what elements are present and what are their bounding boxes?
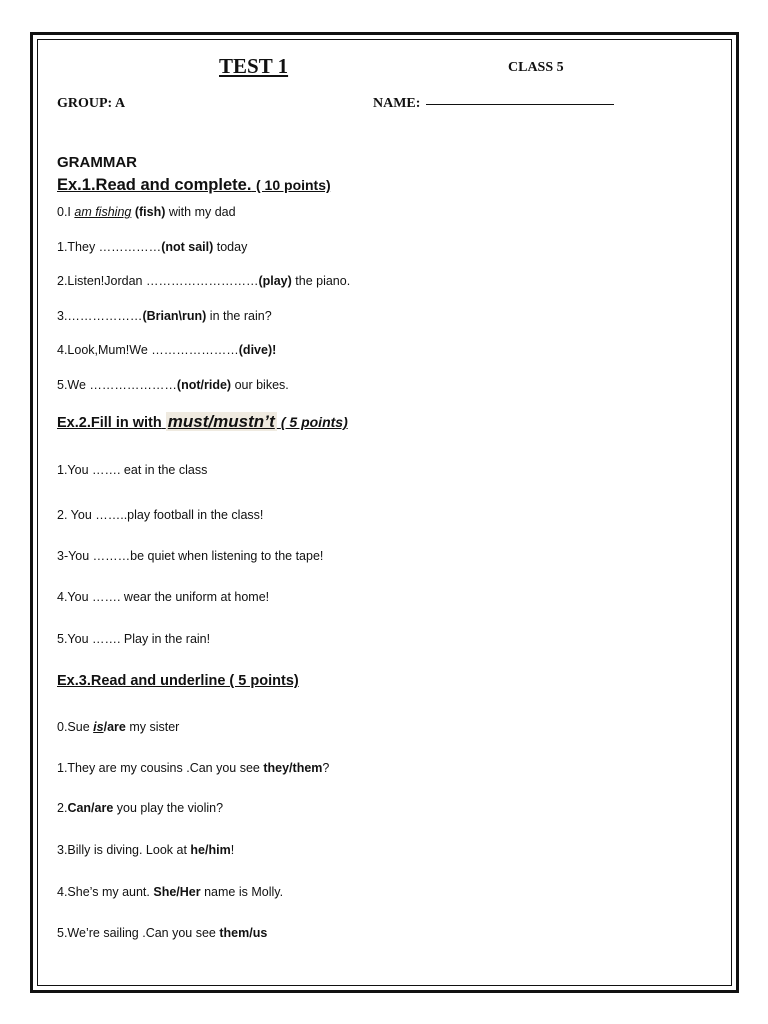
ex1-points: ( 10 points) bbox=[256, 177, 331, 193]
ex1-item-verb: (not sail) bbox=[161, 240, 214, 254]
ex1-item-verb: (play) bbox=[258, 274, 292, 288]
class-label: CLASS 5 bbox=[508, 60, 564, 75]
ex1-item bbox=[57, 378, 289, 392]
ex3-item-text: 2. bbox=[57, 801, 68, 815]
ex3-item-choice: them/us bbox=[219, 926, 268, 940]
ex3-item-text: ! bbox=[230, 843, 235, 857]
ex1-example-answer: am fishing bbox=[74, 205, 132, 219]
ex3-example-slash: / bbox=[103, 720, 108, 734]
name-field bbox=[373, 96, 614, 112]
ex3-item bbox=[57, 885, 283, 899]
ex2-heading bbox=[57, 412, 348, 432]
test-title: TEST 1 bbox=[219, 54, 289, 78]
ex3-example bbox=[57, 720, 179, 734]
ex1-item bbox=[57, 343, 276, 357]
ex1-item bbox=[57, 274, 350, 288]
ex3-item-text: you play the violin? bbox=[113, 801, 224, 815]
ex3-item-text: 3.Billy is diving. Look at bbox=[57, 843, 191, 857]
ex1-item bbox=[57, 309, 272, 323]
ex1-item-text: 2.Listen!Jordan ……………………… bbox=[57, 274, 259, 288]
ex1-item-text: 1.They …………… bbox=[57, 240, 162, 254]
ex2-points: ( 5 points) bbox=[280, 414, 348, 430]
section-heading: GRAMMAR bbox=[57, 154, 137, 171]
ex1-item-text: our bikes. bbox=[231, 378, 289, 392]
ex3-item-text: 4.She’s my aunt. bbox=[57, 885, 154, 899]
ex1-example bbox=[57, 205, 236, 219]
ex2-item: 2. You ……..play football in the class! bbox=[57, 508, 264, 522]
ex1-example-prefix: 0.I bbox=[57, 205, 75, 219]
ex1-heading bbox=[57, 176, 331, 195]
ex3-item bbox=[57, 926, 267, 940]
ex1-item-text: 5.We ………………… bbox=[57, 378, 177, 392]
ex3-item-choice: Can/are bbox=[67, 801, 114, 815]
ex1-item-text: today bbox=[213, 240, 248, 254]
ex1-heading-text: Ex.1.Read and complete. bbox=[57, 176, 252, 194]
ex2-item: 5.You ……. Play in the rain! bbox=[57, 632, 211, 646]
ex1-example-suffix: with my dad bbox=[165, 205, 236, 219]
name-blank-line bbox=[426, 104, 614, 105]
ex3-example-prefix: 0.Sue bbox=[57, 720, 94, 734]
ex3-item bbox=[57, 761, 329, 775]
ex3-item-choice: they/them bbox=[263, 761, 323, 775]
ex2-item: 4.You ……. wear the uniform at home! bbox=[57, 590, 270, 604]
ex1-item-verb: (Brian\run) bbox=[142, 309, 207, 323]
ex3-heading: Ex.3.Read and underline ( 5 points) bbox=[57, 673, 299, 689]
ex3-example-suffix: my sister bbox=[125, 720, 180, 734]
ex2-heading-text: Ex.2.Fill in with bbox=[57, 415, 162, 431]
ex2-item: 3-You ………be quiet when listening to the tape! bbox=[57, 549, 324, 563]
ex3-item bbox=[57, 843, 234, 857]
ex2-words: must/mustn’t bbox=[167, 412, 275, 431]
ex1-item-text: the piano. bbox=[291, 274, 351, 288]
ex1-item-text: in the rain? bbox=[206, 309, 272, 323]
ex3-item-text: name is Molly. bbox=[200, 885, 284, 899]
ex3-item-choice: he/him bbox=[190, 843, 231, 857]
ex3-item bbox=[57, 801, 223, 815]
ex1-item-verb: (not/ride) bbox=[176, 378, 232, 392]
ex3-item-text: 1.They are my cousins .Can you see bbox=[57, 761, 264, 775]
ex1-item-verb: (dive)! bbox=[238, 343, 277, 357]
name-label: NAME: bbox=[373, 96, 421, 111]
ex2-item: 1.You ……. eat in the class bbox=[57, 463, 208, 477]
ex3-item-text: 5.We’re sailing .Can you see bbox=[57, 926, 220, 940]
ex1-example-verb: (fish) bbox=[134, 205, 166, 219]
group-label: GROUP: A bbox=[57, 96, 126, 111]
ex3-example-other: are bbox=[107, 720, 126, 734]
ex3-example-answer: is bbox=[93, 720, 104, 734]
ex1-item-text: 3.……………… bbox=[57, 309, 143, 323]
ex1-item bbox=[57, 240, 247, 254]
ex3-item-choice: She/Her bbox=[153, 885, 201, 899]
ex1-item-text: 4.Look,Mum!We ………………… bbox=[57, 343, 239, 357]
ex3-item-text: ? bbox=[322, 761, 330, 775]
